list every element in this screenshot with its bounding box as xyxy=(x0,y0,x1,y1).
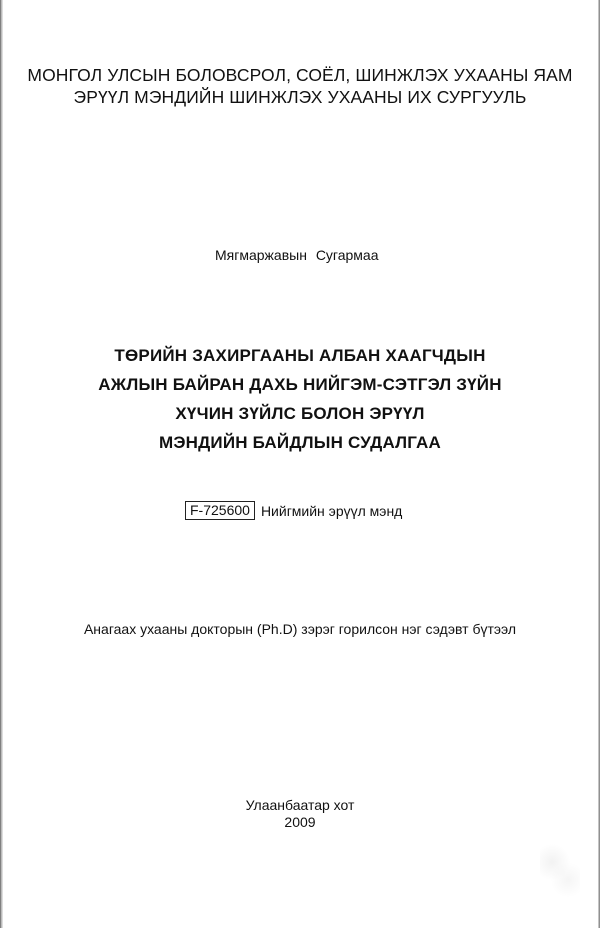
degree-statement: Анагаах ухааны докторын (Ph.D) зэрэг горилсон нэг сэдэвт бүтээл xyxy=(83,621,517,637)
title-line-1: ТӨРИЙН ЗАХИРГААНЫ АЛБАН ХААГЧДЫН xyxy=(114,346,486,365)
year: 2009 xyxy=(284,814,316,830)
ministry-name: МОНГОЛ УЛСЫН БОЛОВСРОЛ, СОЁЛ, ШИНЖЛЭХ УХААНЫ ЯАМ xyxy=(27,65,573,85)
place-and-year xyxy=(0,797,600,831)
specialty-name: Нийгмийн эрүүл мэнд xyxy=(260,502,403,519)
title-line-4: МЭНДИЙН БАЙДЛЫН СУДАЛГАА xyxy=(158,433,442,452)
specialty-code: F-725600 xyxy=(185,501,255,520)
title-line-2: АЖЛЫН БАЙРАН ДАХЬ НИЙГЭМ-СЭТГЭЛ ЗҮЙН xyxy=(98,375,502,394)
specialty-row xyxy=(185,501,402,520)
university-name: ЭРҮҮЛ МЭНДИЙН ШИНЖЛЭХ УХААНЫ ИХ СУРГУУЛЬ xyxy=(73,87,527,107)
city: Улаанбаатар хот xyxy=(245,797,355,813)
author-name: Мягмаржавын Сугармаа xyxy=(215,247,379,263)
scan-edge-left xyxy=(0,0,3,928)
scan-speckle xyxy=(540,838,580,898)
title-line-3: ХҮЧИН ЗҮЙЛС БОЛОН ЭРҮҮЛ xyxy=(175,404,425,423)
institution-header xyxy=(0,64,600,108)
thesis-title xyxy=(0,341,600,457)
